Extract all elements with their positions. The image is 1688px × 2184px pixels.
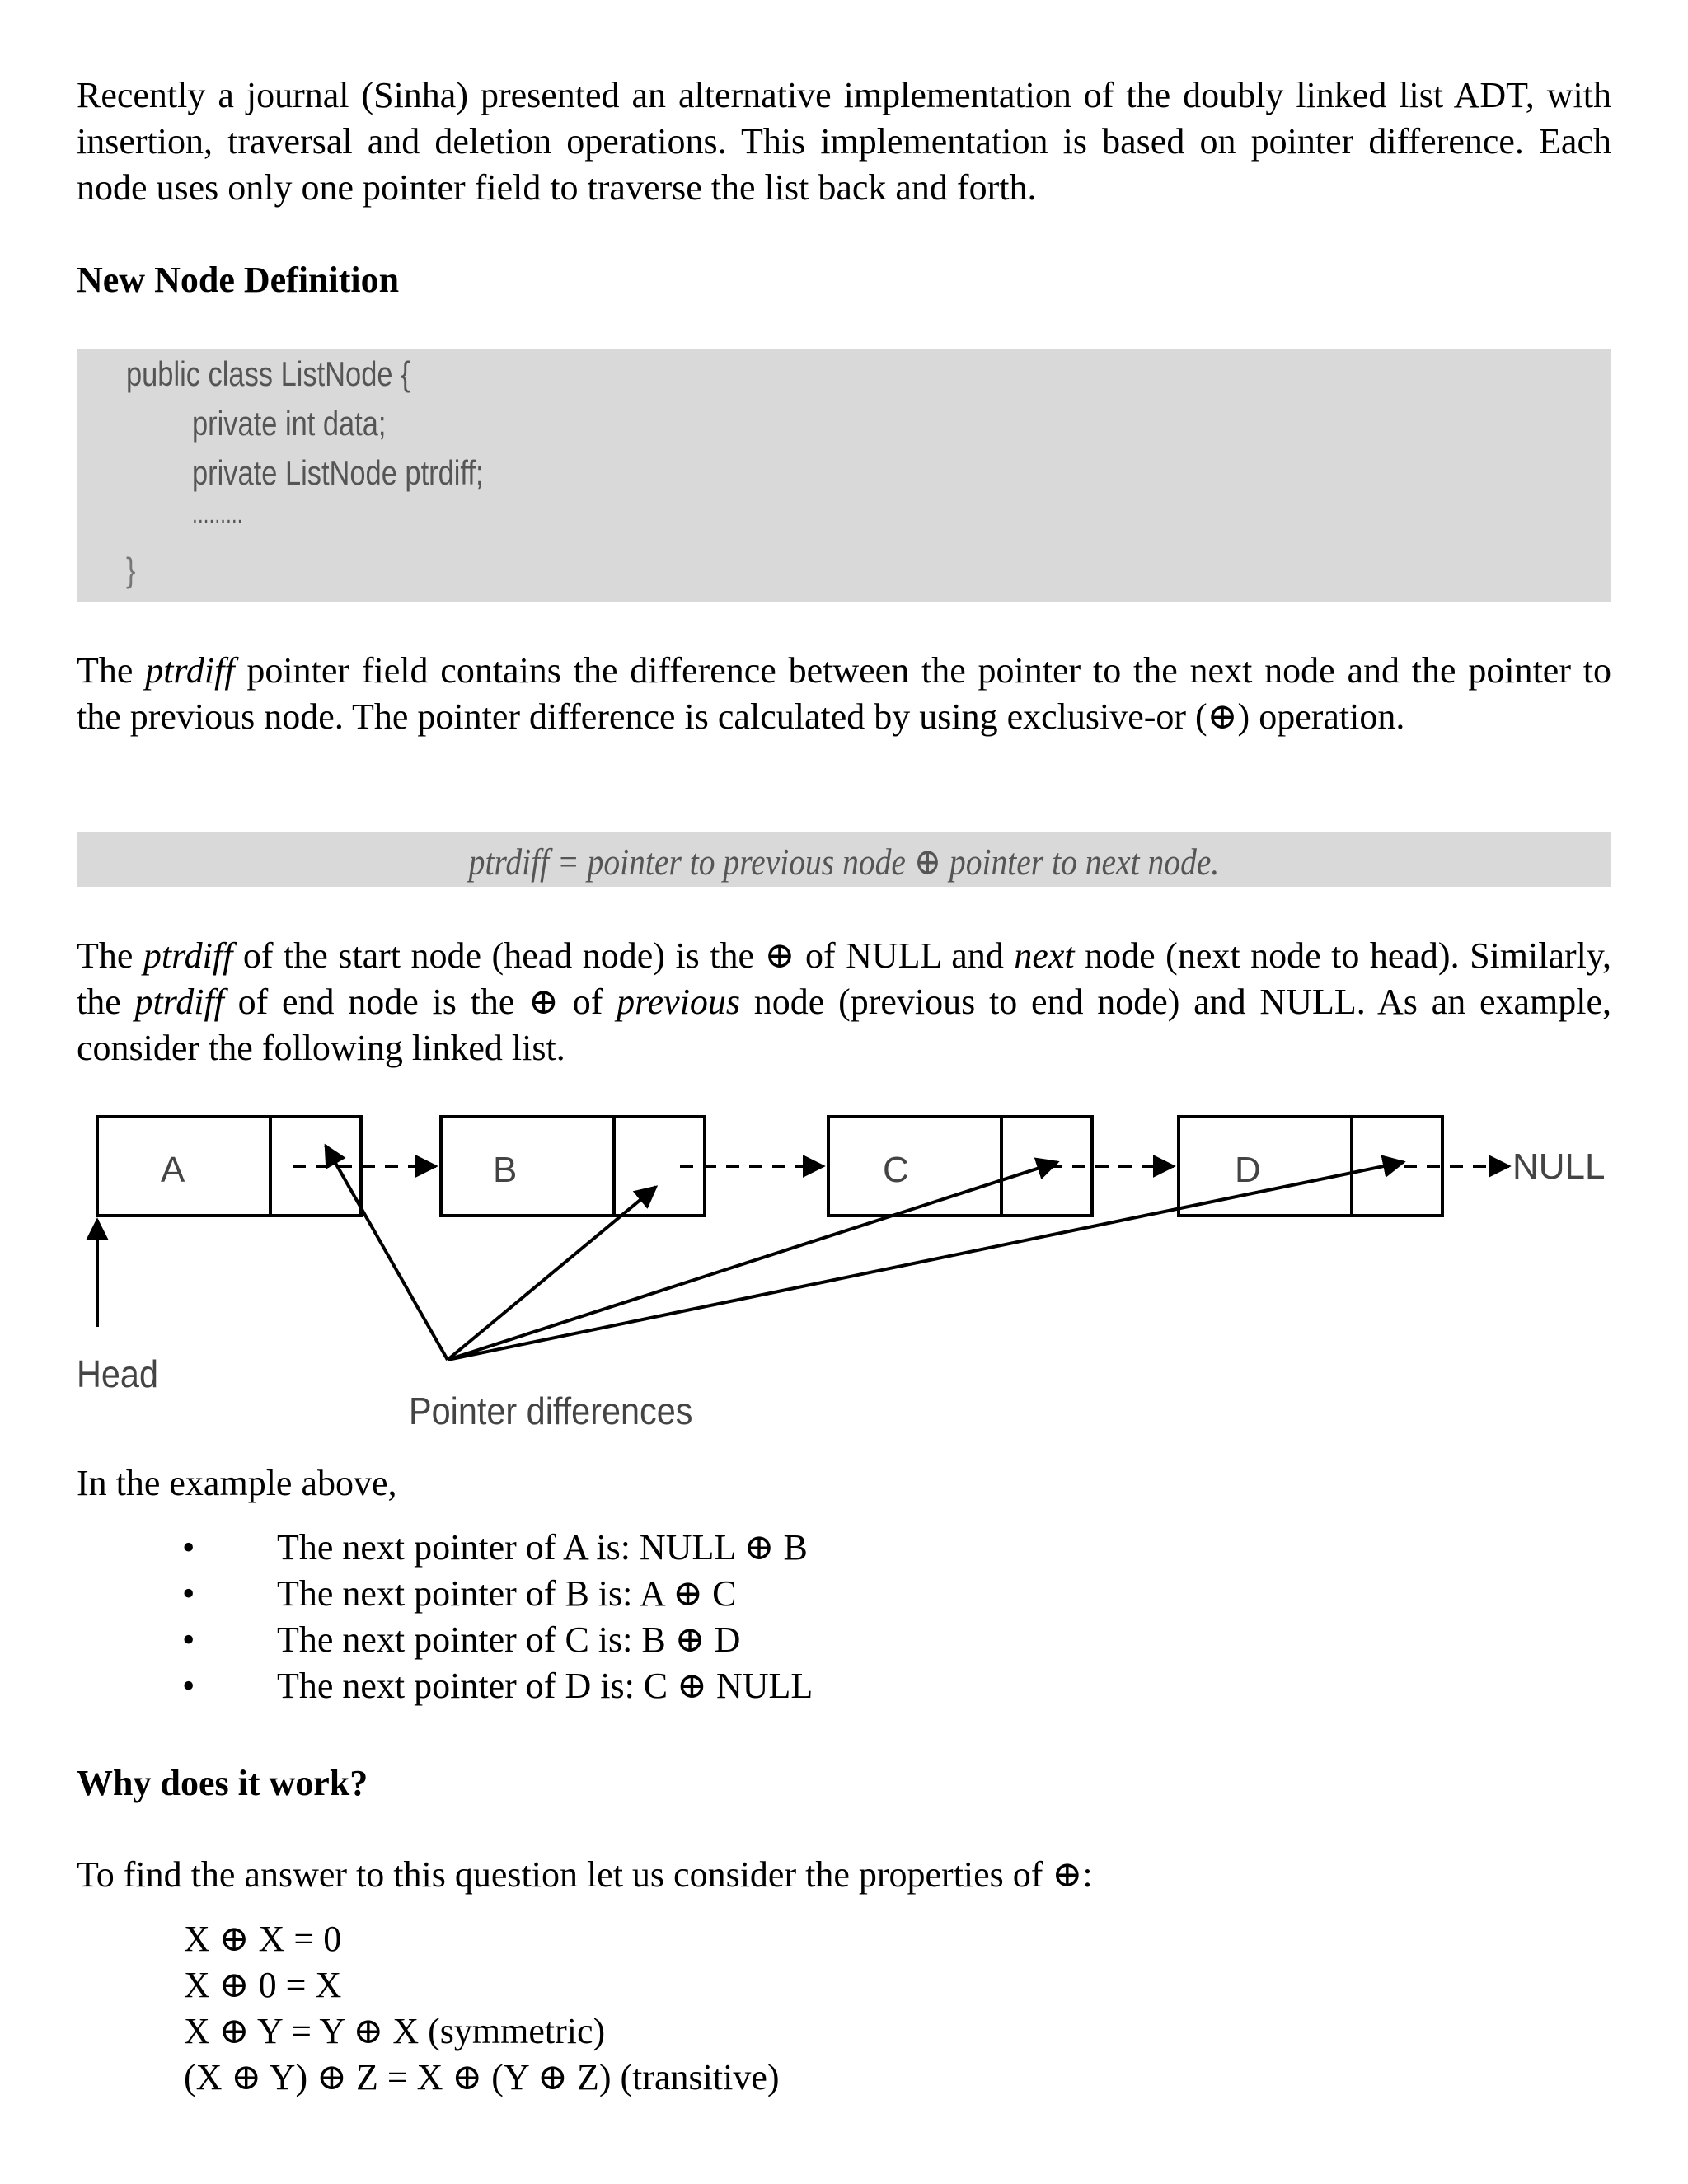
- linked-list-diagram: [77, 1104, 1611, 1451]
- node-b: [441, 1117, 705, 1216]
- node-a-label: A: [161, 1150, 185, 1190]
- code-line-2: private int data;: [192, 404, 387, 443]
- node-c-label: C: [883, 1150, 909, 1190]
- list-item: • The next pointer of C is: B ⊕ D: [182, 1619, 741, 1660]
- example-intro: In the example above,: [77, 1463, 397, 1503]
- next-pointer-list: [77, 1525, 1611, 1709]
- list-item: X ⊕ X = 0: [184, 1919, 342, 1959]
- formula-text: ptrdiff = pointer to previous node ⊕ pointer to next node.: [468, 841, 1220, 883]
- list-item: X ⊕ Y = Y ⊕ X (symmetric): [184, 2011, 606, 2051]
- head-label: Head: [77, 1352, 158, 1395]
- intro-paragraph: Recently a journal (Sinha) presented an alternative implementation of the doubly linked list ADT, with insertion, traversal and deletion operations. This implementation is based on pointer difference. Each node uses only one pointer field to traverse the list back and forth.: [77, 75, 1611, 208]
- code-line-5: }: [126, 551, 136, 589]
- heading-why-does-it-work: Why does it work?: [77, 1763, 368, 1803]
- list-item: • The next pointer of A is: NULL ⊕ B: [182, 1527, 808, 1568]
- code-block: [77, 349, 1611, 602]
- code-line-3: private ListNode ptrdiff;: [192, 453, 484, 492]
- list-item: • The next pointer of B is: A ⊕ C: [182, 1573, 737, 1614]
- heading-new-node-definition: New Node Definition: [77, 260, 400, 300]
- code-line-4: .........: [192, 501, 243, 528]
- ptrdiff-paragraph: The ptrdiff pointer field contains the difference between the pointer to the next node and the pointer to the previous node. The pointer difference is calculated by using exclusive-or (⊕) operation.: [77, 650, 1612, 737]
- list-item: X ⊕ 0 = X: [184, 1965, 342, 2005]
- node-b-label: B: [493, 1150, 518, 1190]
- pointer-differences-label: Pointer differences: [409, 1390, 693, 1432]
- formula-box: [77, 832, 1611, 887]
- code-line-1: public class ListNode {: [126, 354, 410, 393]
- list-item: • The next pointer of D is: C ⊕ NULL: [182, 1666, 814, 1706]
- null-label: NULL: [1512, 1146, 1606, 1187]
- node-d-label: D: [1235, 1150, 1261, 1190]
- xor-properties-list: [184, 1916, 780, 2101]
- properties-paragraph: To find the answer to this question let us consider the properties of ⊕:: [77, 1854, 1093, 1895]
- start-end-paragraph: The ptrdiff of the start node (head node) is the ⊕ of NULL and next node (next node to head). Similarly, the ptrdiff of end node is the ⊕ of previous node (previous to end node) and NULL. As an example, consider the following linked list.: [77, 935, 1612, 1068]
- list-item: (X ⊕ Y) ⊕ Z = X ⊕ (Y ⊕ Z) (transitive): [184, 2057, 780, 2097]
